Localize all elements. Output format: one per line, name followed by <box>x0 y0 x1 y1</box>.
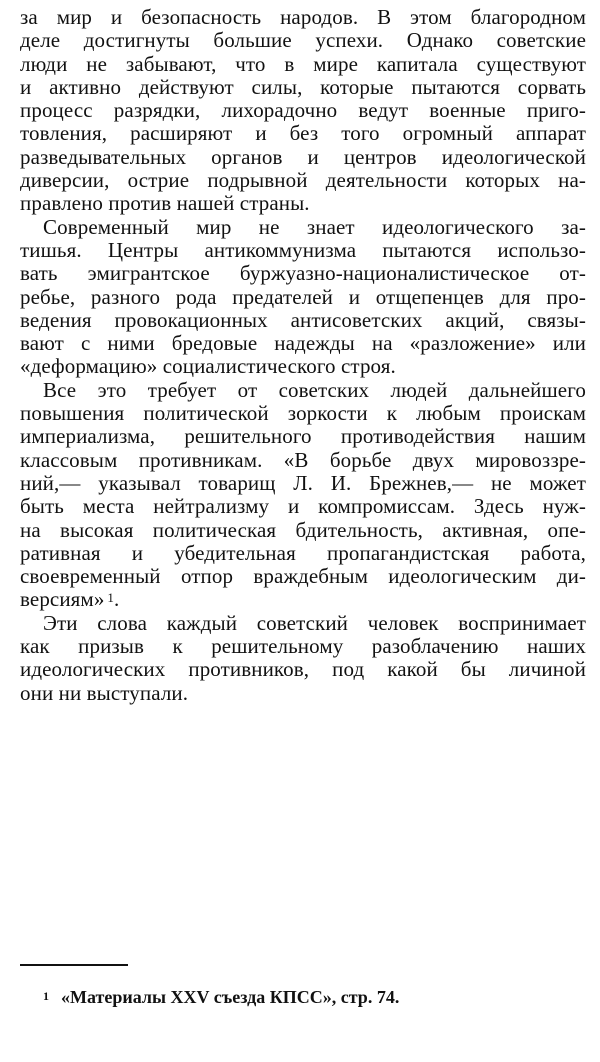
text-line: деле достигнуты большие успехи. Однако советские <box>20 28 586 53</box>
text-line: вают с ними бредовые надежды на «разложение» или <box>20 331 586 356</box>
footnote-divider <box>20 964 128 966</box>
footnote-text: «Материалы XXV съезда КПСС», стр. 74. <box>61 987 400 1007</box>
text-line: ведения провокационных антисоветских акций, связы- <box>20 307 586 332</box>
text-line: на высокая политическая бдительность, активная, опе- <box>20 517 586 542</box>
paragraph-1 <box>20 6 586 216</box>
text-line: повышения политической зоркости к любым проискам <box>20 401 586 426</box>
text-line: тишья. Центры антикоммунизма пытаются использо- <box>20 237 586 262</box>
text-line: Эти слова каждый советский человек воспринимает <box>43 610 586 635</box>
text-line: ративная и убедительная пропагандистская работа, <box>20 540 586 565</box>
page-body <box>20 6 586 705</box>
text-line: диверсии, острие подрывной деятельности которых на- <box>20 168 586 193</box>
text-line: своевременный отпор враждебным идеологическим ди- <box>20 564 586 589</box>
text-line: процесс разрядки, лихорадочно ведут военные приго- <box>20 98 586 123</box>
text-line: за мир и безопасность народов. В этом благородном <box>20 5 586 29</box>
text-line: вать эмигрантское буржуазно-националистическое от- <box>20 261 586 286</box>
text-line: они ни выступали. <box>20 680 189 705</box>
text-line: Все это требует от советских людей дальнейшего <box>43 377 586 402</box>
paragraph-4 <box>20 612 586 705</box>
text-line: как призыв к решительному разоблачению наших <box>20 634 586 659</box>
text-line-content: версиям» <box>20 587 105 612</box>
text-line: и активно действуют силы, которые пытаются сорвать <box>20 74 586 99</box>
text-line: ний,— указывал товарищ Л. И. Брежнев,— не может <box>20 470 586 495</box>
paragraph-2 <box>20 216 586 379</box>
footnote-number: 1 <box>43 989 49 1003</box>
sentence-period: . <box>114 587 120 612</box>
text-line: ребье, разного рода предателей и отщепенцев для про- <box>20 284 586 309</box>
footnote <box>43 986 399 1008</box>
text-line: люди не забывают, что в мире капитала существуют <box>20 51 586 76</box>
text-line: Современный мир не знает идеологического за- <box>43 214 586 239</box>
text-line-with-footnote <box>20 588 586 611</box>
text-line: идеологических противников, под какой бы личиной <box>20 657 586 682</box>
text-line: товления, расширяют и без того огромный аппарат <box>20 121 586 146</box>
footnote-reference: 1 <box>107 590 115 606</box>
text-line: быть места нейтрализму и компромиссам. Здесь нуж- <box>20 494 586 519</box>
text-line: империализма, решительного противодействия нашим <box>20 424 586 449</box>
paragraph-3 <box>20 379 586 612</box>
text-line: правлено против нашей страны. <box>20 191 310 216</box>
text-line: «деформацию» социалистического строя. <box>20 354 396 379</box>
text-line: классовым противникам. «В борьбе двух мировоззре- <box>20 447 586 472</box>
text-line: разведывательных органов и центров идеологической <box>20 144 586 169</box>
